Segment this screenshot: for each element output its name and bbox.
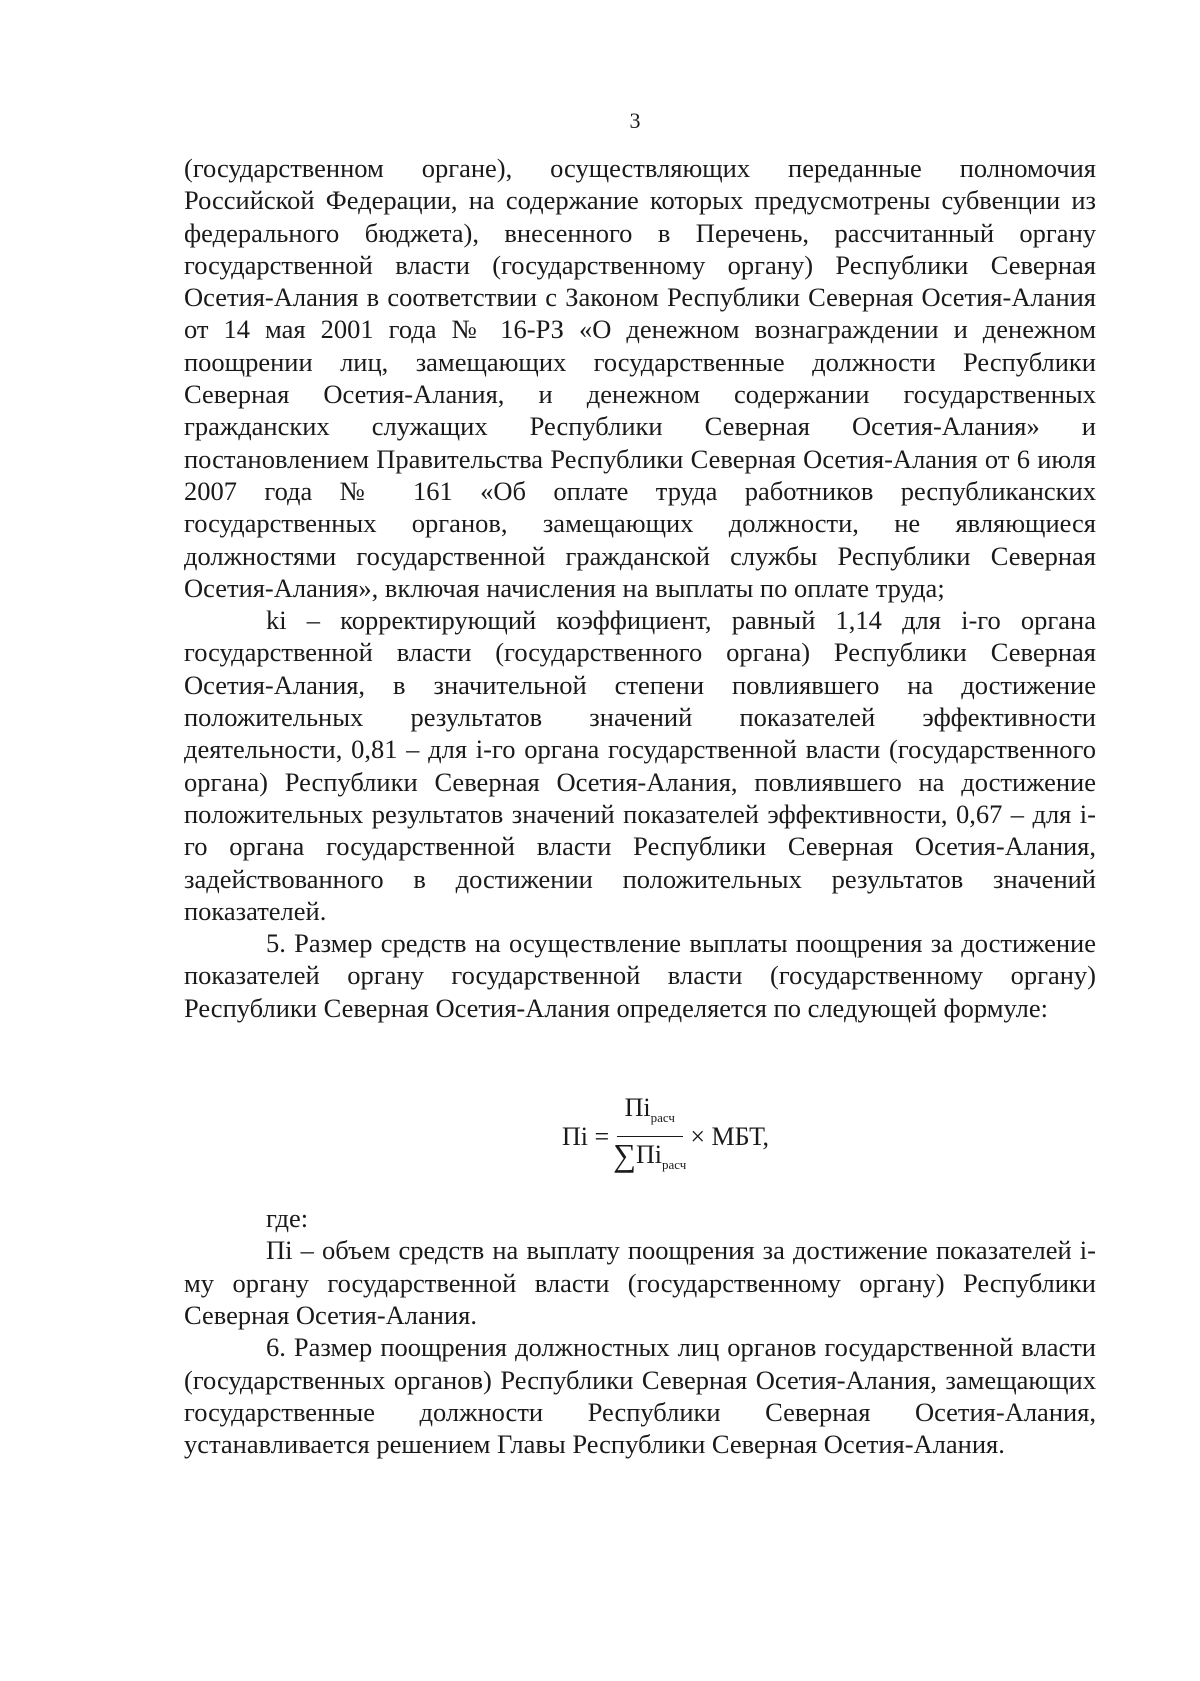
formula <box>184 1082 1096 1202</box>
document-body <box>184 152 1096 1460</box>
formula-denominator <box>613 1137 686 1181</box>
formula-expression <box>562 1092 769 1182</box>
paragraph-pi-definition: Пi – объем средств на выплату поощрения за достижение показателей i-му органу государственной власти (государственному органу) Республики Северная Осетия-Алания. <box>184 1235 1096 1330</box>
formula-lhs: Пi = <box>562 1121 610 1151</box>
formula-numerator <box>617 1092 683 1137</box>
denominator-subscript: расч <box>661 1157 687 1173</box>
where-label: где: <box>266 1203 309 1234</box>
formula-fraction <box>613 1092 686 1182</box>
paragraph-continuation: (государственном органе), осуществляющих переданные полномочия Российской Федерации, на содержание которых предусмотрены субвенции из федерального бюджета), внесенного в Перечень, рассчитанный органу государственной власти (государственному органу) Республики Северная Осетия-Алания в соответствии с Законом Республики Северная Осетия-Алания от 14 мая 2001 года № 16-РЗ «О денежном вознаграждении и денежном поощрении лиц, замещающих государственные должности Республики Северная Осетия-Алания, и денежном содержании государственных гражданских служащих Республики Северная Осетия-Алания» и постановлением Правительства Республики Северная Осетия-Алания от 6 июля 2007 года № 161 «Об оплате труда работников республиканских государственных органов, замещающих должности, не являющиеся должностями государственной гражданской службы Республики Северная Осетия-Алания», включая начисления на выплаты по оплате труда; <box>184 153 1096 603</box>
page-number: 3 <box>629 108 641 133</box>
paragraph-coefficient: ki – корректирующий коэффициент, равный 1,14 для i-го органа государственной власти (государственного органа) Республики Северная Осетия-Алания, в значительной степени повлиявшего на достижение положительных результатов значений показателей эффективности деятельности, 0,81 – для i-го органа государственной власти (государственного органа) Республики Северная Осетия-Алания, повлиявшего на достижение положительных результатов значений показателей эффективности, 0,67 – для i-го органа государственной власти Республики Северная Осетия-Алания, задействованного в достижении положительных результатов значений показателей. <box>184 605 1096 926</box>
formula-rhs: × МБТ, <box>690 1121 769 1151</box>
numerator-main: Пi <box>624 1093 651 1123</box>
paragraph-item-5: 5. Размер средств на осуществление выплаты поощрения за достижение показателей органу государственной власти (государственному органу) Республики Северная Осетия-Алания определяется по следующей формуле: <box>184 928 1096 1023</box>
paragraph-item-6: 6. Размер поощрения должностных лиц органов государственной власти (государственных органов) Республики Северная Осетия-Алания, замещающих государственные должности Республики Северная Осетия-Алания, устанавливается решением Главы Республики Северная Осетия-Алания. <box>184 1332 1096 1460</box>
sum-symbol: ∑ <box>613 1137 636 1174</box>
numerator-subscript: расч <box>650 1110 675 1126</box>
denominator-main: Пi <box>635 1140 662 1170</box>
